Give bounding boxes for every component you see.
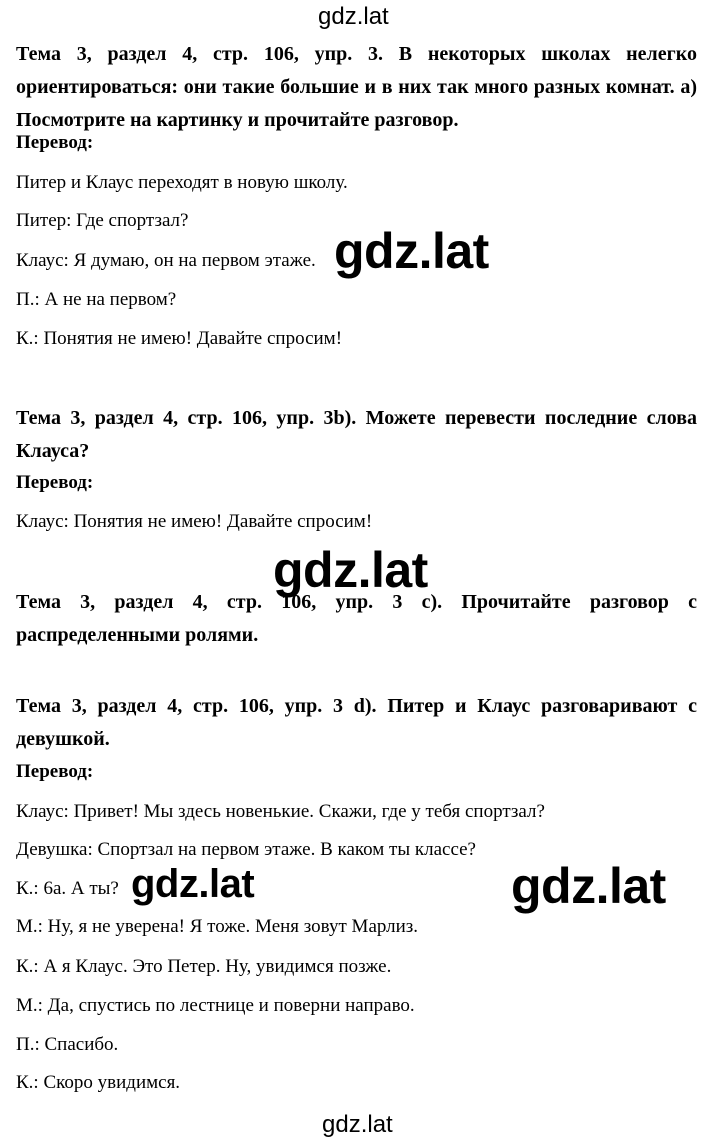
section-4-line-4: М.: Ну, я не уверена! Я тоже. Меня зовут Марлиз. xyxy=(16,916,419,937)
section-3 xyxy=(16,586,697,652)
section-1-line-2: Питер: Где спортзал? xyxy=(16,210,189,231)
section-1-line-4: П.: А не на первом? xyxy=(16,289,177,310)
section-2 xyxy=(16,402,697,468)
section-4-line-7: П.: Спасибо. xyxy=(16,1034,119,1055)
section-2-line-1: Клаус: Понятия не имею! Давайте спросим! xyxy=(16,511,373,532)
watermark-4: gdz.lat xyxy=(511,858,666,914)
section-2-label: Перевод: xyxy=(16,472,94,493)
section-1 xyxy=(16,38,697,137)
section-4 xyxy=(16,690,697,756)
section-4-heading: Тема 3, раздел 4, стр. 106, упр. 3 d). Питер и Клаус разговаривают с девушкой. xyxy=(16,695,697,750)
section-1-line-5: К.: Понятия не имею! Давайте спросим! xyxy=(16,328,343,349)
section-3-heading: Тема 3, раздел 4, стр. 106, упр. 3 c). Прочитайте разговор с распределенными ролями. xyxy=(16,591,697,646)
watermark-1: gdz.lat xyxy=(334,223,489,279)
section-4-line-6: М.: Да, спустись по лестнице и поверни направо. xyxy=(16,995,415,1016)
watermark-2: gdz.lat xyxy=(273,542,428,598)
section-4-line-3: К.: 6а. А ты? xyxy=(16,878,119,899)
section-4-line-1: Клаус: Привет! Мы здесь новенькие. Скажи, где у тебя спортзал? xyxy=(16,801,545,822)
section-4-label: Перевод: xyxy=(16,761,94,782)
section-1-label: Перевод: xyxy=(16,132,94,153)
watermark-bottom: gdz.lat xyxy=(322,1111,393,1138)
section-4-line-5: К.: А я Клаус. Это Петер. Ну, увидимся позже. xyxy=(16,956,392,977)
watermark-top: gdz.lat xyxy=(318,3,389,30)
section-1-line-1: Питер и Клаус переходят в новую школу. xyxy=(16,172,348,193)
watermark-3: gdz.lat xyxy=(131,862,255,906)
section-4-line-8: К.: Скоро увидимся. xyxy=(16,1072,181,1093)
section-4-line-2: Девушка: Спортзал на первом этаже. В каком ты классе? xyxy=(16,839,476,860)
section-1-heading: Тема 3, раздел 4, стр. 106, упр. 3. В некоторых школах нелегко ориентироваться: они такие большие и в них так много разных комнат. а) Посмотрите на картинку и прочитайте разговор. xyxy=(16,43,697,131)
section-2-heading: Тема 3, раздел 4, стр. 106, упр. 3b). Можете перевести последние слова Клауса? xyxy=(16,407,697,462)
section-1-line-3: Клаус: Я думаю, он на первом этаже. xyxy=(16,250,316,271)
